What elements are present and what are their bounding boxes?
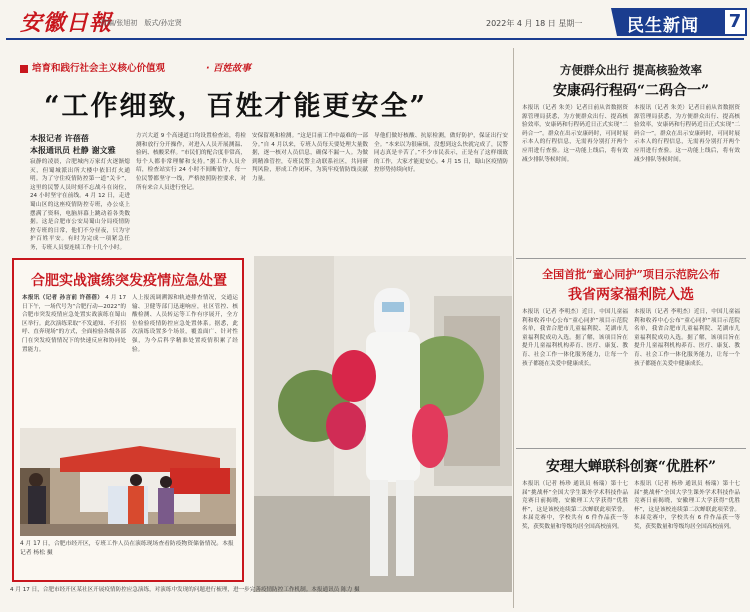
boxed-article-headline: 合肥实战演练突发疫情应急处置 bbox=[31, 273, 227, 289]
article-3-text: 本报讯（记者 杨珍 通讯员 杨瑞）第十七届“挑战杯”全国大学生课外学术科技作品竞赛日前揭晓，安徽理工大学获得“优胜杯”，这是该校连续第二次蝉联此项荣誉。本届竞赛中，学校共有 6 件作品获一等奖，获奖数量和等级均居全国高校前列。 bbox=[522, 481, 628, 530]
masthead-rule bbox=[6, 38, 744, 40]
lead-byline-reporter: 本报记者 许蓓蓓 bbox=[30, 134, 89, 143]
newspaper-logo: 安徽日報 bbox=[20, 10, 113, 36]
editors-line: 责编/张旭初 版式/孙定贤 bbox=[100, 19, 182, 27]
article-divider-2 bbox=[516, 448, 746, 449]
article-divider-1 bbox=[516, 258, 746, 259]
lead-column-3: 安保留观和检测。“这是目前工作中最难的一部分。”自 4 月以来，专班人员每天要处理大量数据，逐一核对人员信息，确保不漏一人。为做到精准管控，专班民警主动联系社区，共同研判风险，形成工作闭环，为筑牢疫情防线贡献力量。 bbox=[252, 133, 368, 182]
article-1-text: 本报讯（记者 朱美）记者日前从省数据资源管理局获悉，为方便群众出行、提高核验效率，安康码和行程码近日正式实现“二码合一”。群众在出示安康码时，可同时展示本人的行程信息，无需再分别打开两个应用进行查验。这一功能上线后，将有效减少排队等候时间。 bbox=[522, 105, 628, 163]
lead-column-1: 寂静的凌晨，合肥城内万家灯火逐渐熄灭，但蜀城派出所大楼中依旧灯火通明。为了守住疫情防控第一道“关卡”，这里的民警人员时刻不忘战斗在岗位，24 小时坚守在前线。4 月 12 日，走进蜀山区的这座疫情防控专班，办公桌上摆满了资料，电脑屏幕上跳动着各类数据。这是合肥市公安局蜀山分局疫情防控专班的日常，他们不分昼夜，只为守护百姓平安。有时为完成一项紧急任务，专班人员要连续工作十几个小时。 bbox=[30, 159, 130, 251]
drill-photo-illustration bbox=[20, 428, 236, 536]
article-1-text-2: 本报讯（记者 朱美）记者日前从省数据资源管理局获悉，为方便群众出行、提高核验效率，安康码和行程码近日正式实现“二码合一”。群众在出示安康码时，可同时展示本人的行程信息，无需再分别打开两个应用进行查验。这一功能上线后，将有效减少排队等候时间。 bbox=[634, 105, 740, 163]
lead-column-2: 方兴大道 9 个高速道口均设置检查站，将检测和放行分开操作，对进入人员开展测温、验码、核酸采样。“市民们的配合度非常高，每个人都非常理解和支持。”据工作人员介绍，检查站实行 24 小时不间断值守，每一位民警都坚守一线，严格按照防控要求，对所有来合人员进行登记。 bbox=[136, 133, 246, 191]
boxed-article-text-1: 4 月 17 日下午，一场代号为“合肥行动—2022”的合肥市突发疫情应急处置实战演练在蜀山区举行。此次演练采取“不发通知、不打招呼、直奔现场”的方式，全面检验各级各部门在突发疫情情况下的快速反应和协同处置能力。 bbox=[22, 295, 126, 353]
lead-headline: “工作细致，百姓才能更安全” bbox=[44, 91, 428, 122]
article-2-title: 我省两家福利院入选 bbox=[568, 287, 694, 303]
bottom-strip-text: 4 月 17 日，合肥市经开区某社区开展疫情防控应急演练，对演练中发现的问题进行梳理，进一步完善疫情防控工作机制。本报通讯员 陈力 摄 bbox=[10, 587, 360, 593]
banner-marker bbox=[20, 65, 28, 73]
issue-date: 2022年 4 月 18 日 星期一 bbox=[486, 19, 583, 28]
boxed-article-column-1 bbox=[22, 294, 126, 426]
article-2-subtitle: 全国首批“童心同护”项目示范院公布 bbox=[542, 268, 720, 281]
article-1-subtitle: 方便群众出行 提高核验效率 bbox=[559, 63, 702, 77]
lead-tagline: 培育和践行社会主义核心价值观 bbox=[32, 63, 166, 74]
boxed-article-column-2: 人上报流调溯源和轨迹排查情况，交通运输、卫健等部门迅速响应，社区管控、核酸检测、人员转运等工作有序展开，全方位检验疫情防控应急处置体系。据悉，此次演练设置多个场景，覆盖面广、针对性强，为今后科学精准处置疫情积累了经验。 bbox=[132, 295, 238, 353]
article-1-title: 安康码行程码“二码合一” bbox=[552, 83, 710, 99]
boxed-article-byline: 本报讯（记者 孙言前 许蓓蓓） bbox=[22, 295, 104, 301]
section-title: 民生新闻 bbox=[617, 8, 723, 36]
volunteer-photo-illustration bbox=[254, 256, 512, 592]
drill-photo bbox=[20, 428, 236, 536]
lead-column-4: 导他们做好核酸、抗原检测，做好防护，保证出行安全。“本来以为很麻烦，没想到这么快就完成了，民警同志真是辛苦了。”不少市民表示，正是有了这样细致的工作，大家才能更安心。4 月 15 日，蜀山区疫情防控形势持续向好。 bbox=[374, 133, 508, 174]
column-divider bbox=[513, 48, 514, 608]
article-3-text-2: 本报讯（记者 杨珍 通讯员 杨瑞）第十七届“挑战杯”全国大学生课外学术科技作品竞赛日前揭晓，安徽理工大学获得“优胜杯”，这是该校连续第二次蝉联此项荣誉。本届竞赛中，学校共有 6 件作品获一等奖，获奖数量和等级均居全国高校前列。 bbox=[634, 481, 740, 530]
masthead bbox=[6, 4, 744, 38]
lead-byline bbox=[30, 133, 116, 157]
lead-banner bbox=[10, 58, 510, 76]
page-number: 7 bbox=[723, 8, 747, 36]
lead-byline-correspondent: 本报通讯员 杜静 谢文雅 bbox=[30, 146, 116, 155]
right-column bbox=[516, 44, 746, 612]
drill-photo-caption: 4 月 17 日，合肥市经开区，专班工作人员在演练现场查看防疫物资储备情况。本报记者 杨松 摄 bbox=[20, 541, 234, 556]
lead-column-name: · 百姓故事 bbox=[206, 63, 251, 74]
article-2-text-2: 本报讯（记者 李明杰）近日，中国儿童福利和收养中心公布“童心同护”项目示范院名单，我省合肥市儿童福利院、芜湖市儿童福利院成功入选。据了解，该项目旨在提升儿童福利机构养育、医疗、康复、教育、社会工作一体化服务能力，让每一个孩子都能在关爱中健康成长。 bbox=[634, 309, 740, 367]
boxed-article bbox=[12, 258, 244, 582]
article-3-title: 安理大蝉联科创赛“优胜杯” bbox=[545, 459, 717, 475]
volunteer-photo bbox=[254, 256, 512, 592]
article-2-text: 本报讯（记者 李明杰）近日，中国儿童福利和收养中心公布“童心同护”项目示范院名单，我省合肥市儿童福利院、芜湖市儿童福利院成功入选。据了解，该项目旨在提升儿童福利机构养育、医疗、康复、教育、社会工作一体化服务能力，让每一个孩子都能在关爱中健康成长。 bbox=[522, 309, 628, 367]
